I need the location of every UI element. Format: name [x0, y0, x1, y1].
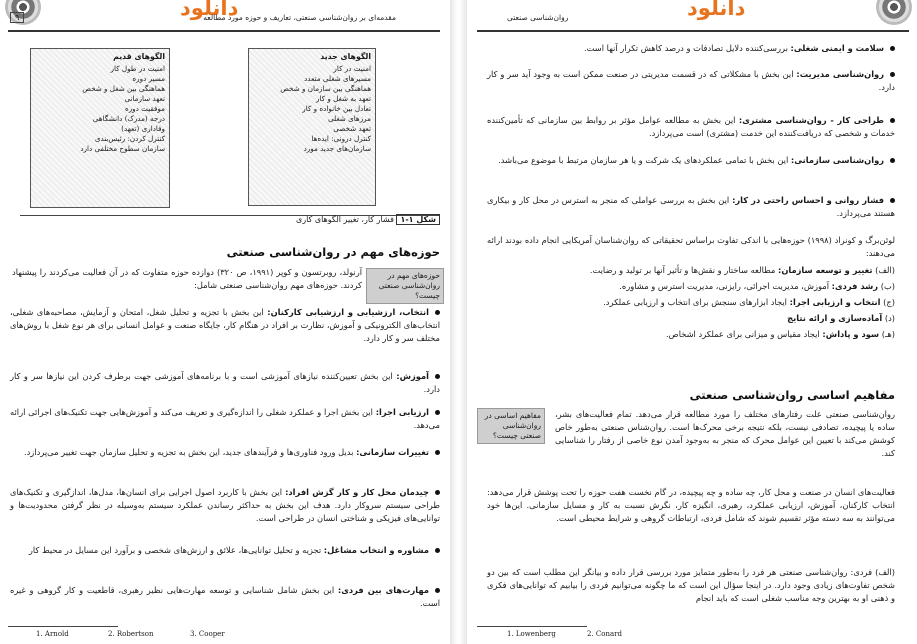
- bullet-item: [487, 114, 895, 140]
- body-paragraph: (الف) فردی: روان‌شناسی صنعتی هر فرد را به‌طور متمایز مورد بررسی قرار داده و بیانگر این مطلب است که بین دو شخص تفاوت‌های زیادی وجود دارد. در اینجا سؤال این است که ما چگونه می‌توانیم فردی را بیابیم که توانایی‌های فکری و ذهنی او به بهترین وجه مناسب شغلی است که باید انجام: [487, 567, 895, 603]
- bullet-lead: چیدمان محل کار و کار گزش افراد:: [285, 487, 429, 497]
- bullet-lead: ارزیابی اجرا:: [375, 407, 429, 417]
- left-page: [0, 0, 450, 644]
- new-patterns-title: الگوهای جدید: [320, 52, 371, 61]
- list-marker: (ج): [883, 297, 895, 307]
- list-marker: (د): [884, 313, 895, 323]
- page-header: مقدمه‌ای بر روان‌شناسی صنعتی، تعاریف و حوزه مورد مطالعه: [203, 13, 396, 22]
- bullet-lead: فشار روانی و احساس راحتی در کار:: [732, 195, 885, 205]
- new-item: تعهد به شغل و کار: [315, 94, 371, 103]
- page-header: روان‌شناسی صنعتی: [507, 13, 569, 22]
- bullet-item: [10, 584, 440, 610]
- list-marker: (هـ): [881, 329, 895, 339]
- new-item: مرزهای شغلی: [327, 114, 371, 123]
- bullet-lead: آموزش:: [396, 371, 429, 381]
- bullet-item: [10, 446, 440, 459]
- footnote: 2. Conard: [587, 630, 622, 638]
- bullet-text: این بخش تعیین‌کننده نیازهای آموزشی است و با برنامه‌های آموزشی جهت برطرف کردن این نیازها سر و کار دارد.: [10, 371, 440, 394]
- bullet-dot: [435, 450, 440, 455]
- list-lead: رشد فردی:: [831, 281, 879, 291]
- old-item: وفاداری (تعهد): [121, 124, 165, 133]
- list-marker: (الف): [875, 265, 895, 275]
- page-number: ۹: [10, 12, 24, 23]
- figure-caption-text: فشار کار، تغییر الگوهای کاری: [295, 215, 394, 224]
- bullet-dot: [890, 46, 895, 51]
- intro-paragraph: آرنولد، روبرتسون و کوپر (۱۹۹۱، ص ۳۲۰) دوازده حوزه متفاوت که در آن فعالیت می‌کردند را پیشنهاد کردند. حوزه‌های مهم روان‌شناسی صنعتی شامل:: [12, 267, 363, 290]
- new-item: کنترل درونی: ایده‌ها: [311, 134, 371, 143]
- bullet-lead: روان‌شناسی سازمانی:: [790, 155, 884, 165]
- list-item: [619, 280, 895, 293]
- bullet-lead: روان‌شناسی مدیریت:: [796, 69, 884, 79]
- bullet-item: [10, 544, 440, 557]
- margin-note: حوزه‌های مهم در روان‌شناسی صنعتی چیست؟: [366, 268, 444, 304]
- section-title: مفاهیم اساسی روان‌شناسی صنعتی: [689, 388, 895, 402]
- bullet-item: [487, 154, 895, 167]
- footnote: 3. Cooper: [190, 630, 225, 638]
- list-lead: انتخاب و ارزیابی اجرا:: [789, 297, 881, 307]
- footnote: 1. Lowenberg: [507, 630, 556, 638]
- figure-caption-tag: شکل ۱-۱: [396, 214, 440, 225]
- bullet-item: [487, 68, 895, 94]
- logo: دانلود: [180, 0, 239, 20]
- old-item: تعهد سازمانی: [124, 94, 165, 103]
- footnote: 1. Arnold: [36, 630, 69, 638]
- list-marker: (ب): [880, 281, 895, 291]
- new-item: تعهد شخصی: [333, 124, 371, 133]
- bullet-text: بررسی‌کننده دلایل تصادفات و درصد کاهش تکرار آنها است.: [584, 43, 788, 53]
- bullet-item: [10, 306, 440, 345]
- old-item: موفقیت دوره: [124, 104, 165, 113]
- bullet-dot: [890, 72, 895, 77]
- list-lead: سود و پاداش:: [822, 329, 880, 339]
- bullet-lead: مشاوره و انتخاب مشاغل:: [323, 545, 429, 555]
- new-item: سازمان‌های جدید مورد: [303, 144, 371, 153]
- bullet-dot: [890, 118, 895, 123]
- bullet-item: [10, 406, 440, 432]
- footnote-rule: [8, 626, 118, 627]
- bullet-dot: [435, 548, 440, 553]
- bullet-lead: انتخاب، ارزشیابی و ارزشیابی کارکنان:: [267, 307, 429, 317]
- new-item: هماهنگی بین سازمان و شخص: [280, 84, 371, 93]
- old-item: مسیر دوره: [132, 74, 165, 83]
- list-item: [590, 264, 895, 277]
- bullet-text: این بخش با تجزیه و تحلیل شغل، امتحان و آزمایش، مصاحبه‌های شغلی، انتخاب‌های الکترونیکی و آموزش، نظارت بر افراد در هنگام کار، جایگاه صنعت و عوامل انسانی برای هر نوع شغل با روش‌های مختلف سر و کار دارد.: [10, 307, 440, 343]
- bullet-text: تجزیه و تحلیل توانایی‌ها، علائق و ارزش‌های شخصی و برآورد این مسایل در محیط کار: [28, 545, 322, 555]
- old-item: سازمان سطوح مختلفی دارد: [80, 144, 165, 153]
- list-text: مطالعه ساختار و نقش‌ها و تأثیر آنها بر تولید و رضایت.: [589, 265, 776, 275]
- new-item: تعادل بین خانواده و کار: [302, 104, 371, 113]
- bullet-dot: [890, 158, 895, 163]
- bullet-text: این بخش اجرا و عملکرد شغلی را اندازه‌گیری و تعریف می‌کند و آموزش‌هایی جهت تکنیک‌های اجرائی ارائه می‌دهد.: [10, 407, 440, 430]
- new-item: امنیت در کار: [333, 64, 371, 73]
- bullet-dot: [435, 490, 440, 495]
- bullet-text: این بخش شامل شناسایی و توسعه مهارت‌هایی نظیر رهبری، قاطعیت و کار گروهی و غیره است.: [10, 585, 440, 608]
- footnote: 2. Robertson: [108, 630, 154, 638]
- list-text: ایجاد مقیاس و میزانی برای عملکرد اشخاص.: [666, 329, 820, 339]
- book-gutter: [450, 0, 467, 644]
- list-lead: تغییر و توسعه سازمان:: [778, 265, 873, 275]
- figure-caption: [20, 215, 440, 224]
- new-patterns-box: [248, 48, 376, 206]
- bullet-dot: [435, 588, 440, 593]
- list-text: ایجاد ابزارهای سنجش برای انتخاب و ارزیابی عملکرد.: [603, 297, 787, 307]
- logo: دانلود: [687, 0, 746, 20]
- ornament-icon: [879, 0, 909, 22]
- bullet-text: این بخش با تمامی عملکردهای یک شرکت و یا هر سازمان مرتبط با موضوع می‌باشد.: [498, 155, 789, 165]
- list-text: آموزش، مدیریت اجرائی، رایزنی، مدیریت استرس و مشاوره.: [619, 281, 830, 291]
- bullet-lead: طراحی کار - روان‌شناسی مشتری:: [738, 115, 884, 125]
- old-patterns-title: الگوهای قدیم: [113, 52, 165, 61]
- bullet-text: بدیل ورود فناوری‌ها و فرآیندهای جدید، این بخش به تجزیه و تحلیل سازمان جهت تغییر می‌پردازد.: [23, 447, 354, 457]
- list-item: [603, 296, 895, 309]
- body-paragraph: فعالیت‌های انسان در صنعت و محل کار، چه ساده و چه پیچیده، در گام نخست هفت حوزه را تحت پوشش قرار می‌دهد: انتخاب کارکنان، آموزش، ارزیابی عملکرد، رهبری، انگیزه کار، نگرش نسبت به کار و مسایل سازمانی. این‌ها خود می‌توانند به سه دسته مؤثر تقسیم شوند که شامل فردی، ارتباطات گروهی و شرایط محیطی است.: [487, 487, 895, 523]
- bullet-dot: [435, 374, 440, 379]
- body-paragraph: روان‌شناسی صنعتی علت رفتارهای مختلف را مورد مطالعه قرار می‌دهد. تمام فعالیت‌های بشر، ساده یا پیچیده، تصادفی نیست، بلکه نتیجه برخی محرک‌ها است. روان‌شناس صنعتی به‌طور خاص کوشش می‌کند با تعیین این عوامل محرک که منجر به به‌وجود آمدن نوع خاصی از رفتار را شناسایی کند.: [555, 409, 895, 458]
- bullet-item: [10, 486, 440, 525]
- bullet-text: این بخش به مطالعه عوامل مؤثر بر روابط بین سازمانی که تأمین‌کننده خدمات و شخصی که دریافت‌کننده این خدمت (مشتری) است می‌پردازد.: [487, 115, 895, 138]
- new-item: مسیرهای شغلی متعدد: [304, 74, 371, 83]
- bullet-dot: [890, 198, 895, 203]
- bullet-dot: [435, 410, 440, 415]
- header-rule: [8, 30, 440, 32]
- bullet-dot: [435, 310, 440, 315]
- old-patterns-box: [30, 48, 170, 208]
- old-item: کنترل کردن: رئیس‌بندی: [94, 134, 165, 143]
- bullet-item: [10, 370, 440, 396]
- old-item: امنیت در طول کار: [110, 64, 165, 73]
- bullet-item: [487, 42, 895, 55]
- list-lead: آماده‌سازی و ارائه نتایج: [787, 313, 883, 323]
- old-item: درجه (مدرک) دانشگاهی: [92, 114, 165, 123]
- bullet-text: این بخش با مشکلاتی که در قسمت مدیریتی در صنعت ممکن است به وجود آید سر و کار دارد.: [487, 69, 895, 92]
- section-title: حوزه‌های مهم در روان‌شناسی صنعتی: [226, 245, 440, 259]
- margin-note: مفاهیم اساسی در روان‌شناسی صنعتی چیست؟: [477, 408, 545, 444]
- right-page: [467, 0, 917, 644]
- bullet-item: [487, 194, 895, 220]
- footnote-rule: [477, 626, 587, 627]
- bullet-text: این بخش با کاربرد اصول اجرایی برای انسان‌ها، مدل‌ها، انداز‌گیری و تکنیک‌های طراحی سیستم سروکار دارد. هدف این بخش به حداکثر رساندن عملکرد سیستم به‌وسیله در نظر گرفتن محدودیت‌ها و توانایی‌های فیزیکی و شناختی انسان در طراحی است.: [10, 487, 440, 523]
- bullet-lead: تغییرات سازمانی:: [356, 447, 429, 457]
- list-item: [666, 328, 895, 341]
- bullet-text: این بخش به بررسی عواملی که منجر به استرس در محل کار و بیکاری هستند می‌پردازد.: [487, 195, 895, 218]
- intro-paragraph: لوئن‌برگ و کونراد (۱۹۹۸) حوزه‌هایی با اندکی تفاوت براساس تحقیقاتی که روان‌شناسان آمریکایی انجام داده بودند ارائه می‌دهند:: [487, 235, 895, 258]
- bullet-lead: سلامت و ایمنی شغلی:: [790, 43, 884, 53]
- old-item: هماهنگی بین شغل و شخص: [82, 84, 165, 93]
- list-item: [787, 312, 895, 325]
- bullet-lead: مهارت‌های بین فردی:: [337, 585, 429, 595]
- header-rule: [477, 30, 909, 32]
